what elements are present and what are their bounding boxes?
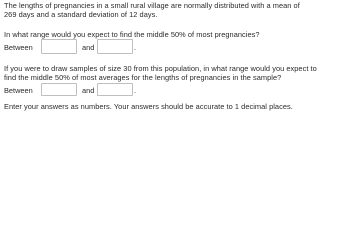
q1-upper-bound-input[interactable] xyxy=(97,39,133,54)
answer-row-1 xyxy=(4,39,348,59)
period-mark: . xyxy=(134,86,137,95)
instructions-footer: Enter your answers as numbers. Your answers should be accurate to 1 decimal places. xyxy=(4,102,293,111)
q1-lower-bound-input[interactable] xyxy=(41,39,77,54)
question-2-text: If you were to draw samples of size 30 from this population, in what range would you expect to find the middle 50% of most averages for the lengths of pregnancies in the sample? xyxy=(4,64,317,82)
period-mark: . xyxy=(134,43,137,52)
problem-intro: The lengths of pregnancies in a small rural village are normally distributed with a mean of 269 days and a standard deviation of 12 days. xyxy=(4,1,300,19)
between-label: Between xyxy=(4,86,33,95)
answer-row-2 xyxy=(4,83,348,96)
between-label: Between xyxy=(4,43,33,52)
q2-lower-bound-input[interactable] xyxy=(41,83,77,96)
and-label: and xyxy=(82,86,95,95)
and-label: and xyxy=(82,43,95,52)
question-1-text: In what range would you expect to find the middle 50% of most pregnancies? xyxy=(4,30,260,39)
q2-upper-bound-input[interactable] xyxy=(97,83,133,96)
